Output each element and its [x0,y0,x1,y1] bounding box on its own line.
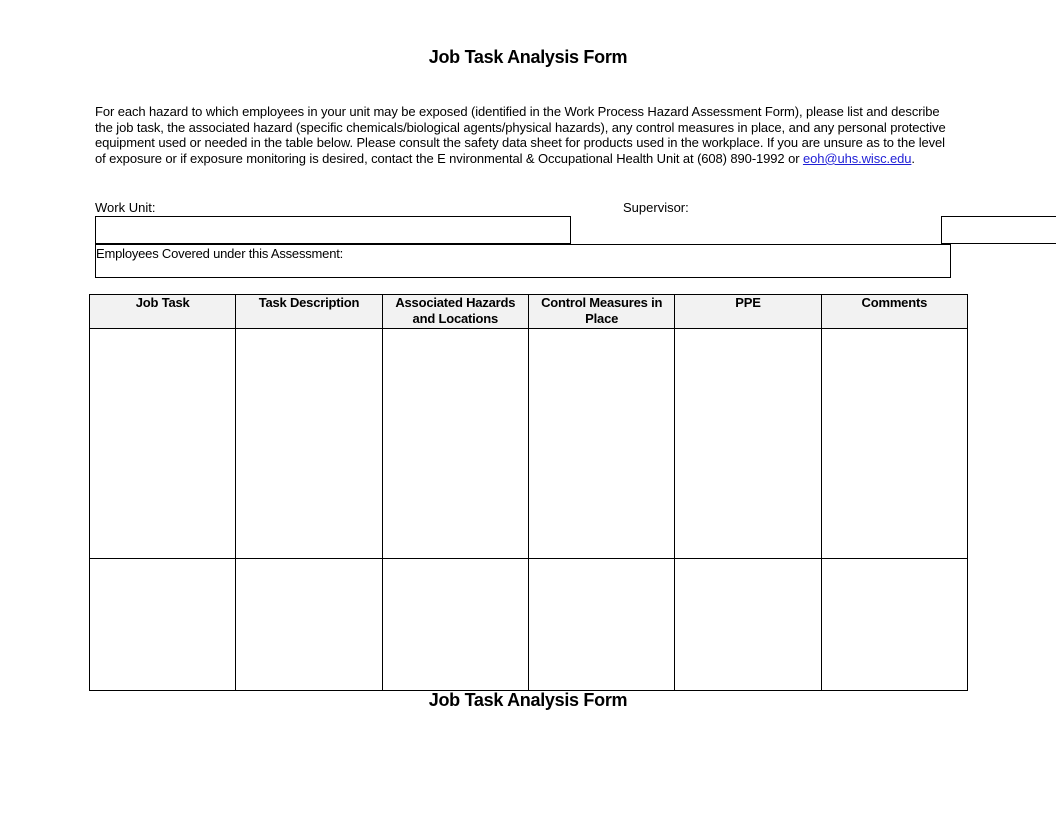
table-cell[interactable] [236,559,382,691]
table-cell[interactable] [675,329,821,559]
supervisor-label: Supervisor: [623,200,689,215]
table-cell[interactable] [528,559,674,691]
table-cell[interactable] [675,559,821,691]
job-task-table [89,294,968,691]
page-title: Job Task Analysis Form [428,47,628,67]
footer-title: Job Task Analysis Form [428,690,628,710]
table-cell[interactable] [382,329,528,559]
contact-email-link[interactable]: eoh@uhs.wisc.edu [802,150,912,166]
table-cell[interactable] [90,559,236,691]
work-unit-field[interactable] [95,216,571,244]
table-cell[interactable] [382,559,528,691]
supervisor-field[interactable] [941,216,1056,244]
table-header-row [90,295,968,329]
table-row [90,559,968,691]
work-unit-label: Work Unit: [95,200,156,215]
column-header-job-task: Job Task [90,295,236,329]
column-header-control-measures: Control Measures in Place [528,295,674,329]
table-row [90,329,968,559]
table-cell[interactable] [90,329,236,559]
table-cell[interactable] [236,329,382,559]
employees-covered-label: Employees Covered under this Assessment: [96,246,344,261]
column-header-associated-hazards: Associated Hazards and Locations [382,295,528,329]
intro-paragraph [95,104,955,166]
intro-text: For each hazard to which employees in your unit may be exposed (identified in the Work Process Hazard Assessment Form), please list and describe the job task, the associated hazard (specific chemicals/biological agents/physical hazards), any control measures in place, and any personal protective equipment used or needed in the table below. Please consult the safety data sheet for products used in the workplace. If you are unsure as to the level of exposure or if exposure monitoring is desired, contact the E nvironmental & Occupational Health Unit at (608) 890-1992 or [95,104,946,166]
table-cell[interactable] [821,559,967,691]
column-header-ppe: PPE [675,295,821,329]
table-cell[interactable] [821,329,967,559]
employees-covered-field[interactable] [95,244,951,278]
column-header-task-description: Task Description [236,295,382,329]
column-header-comments: Comments [821,295,967,329]
intro-end: . [911,150,915,166]
table-cell[interactable] [528,329,674,559]
